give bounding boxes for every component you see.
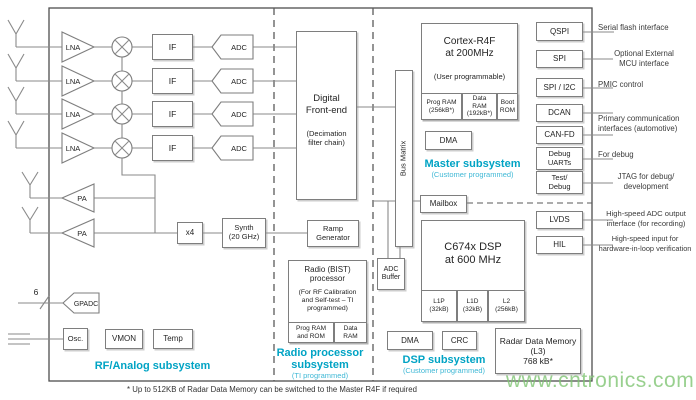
qspi-block: QSPI <box>536 22 583 41</box>
svg-text:PA: PA <box>77 229 87 238</box>
can-shared-desc: Primary communication interfaces (automotive) <box>598 114 680 134</box>
dsp-title: C674x DSP at 600 MHz <box>444 241 502 266</box>
cortex-title: Cortex-R4F at 200MHz <box>443 36 496 59</box>
dsp-crc-block: CRC <box>442 331 477 350</box>
radio-data-ram-block: Data RAM <box>334 322 367 343</box>
radio-subsystem-label: Radio processor subsystem <box>276 347 364 372</box>
master-subsystem-label: Master subsystem <box>424 158 521 170</box>
synth-block: Synth (20 GHz) <box>222 218 266 248</box>
temp-block: Temp <box>153 329 193 349</box>
svg-text:ADC: ADC <box>231 43 247 52</box>
master-dma-block: DMA <box>425 131 472 150</box>
watermark: www.cntronics.com <box>506 369 695 392</box>
dsp-l1d-block: L1D (32kB) <box>457 290 488 322</box>
lna-amplifier-icon <box>62 32 94 163</box>
master-subsystem-note: (Customer programmed) <box>431 170 514 179</box>
test-debug-block: Test/ Debug <box>536 171 583 194</box>
radio-bist-note: (For RF Calibration and Self-test – TI programmed) <box>298 288 357 312</box>
svg-text:ADC: ADC <box>231 110 247 119</box>
if-block: IF <box>152 101 193 127</box>
hil-block: HIL <box>536 236 583 254</box>
osc-block: Osc. <box>63 328 88 350</box>
master-data-ram-block: Data RAM (192kB*) <box>462 93 497 120</box>
can-fd-block: CAN-FD <box>536 126 583 144</box>
debug-uarts-block: Debug UARTs <box>536 147 583 170</box>
radio-bist-title: Radio (BIST) processor <box>304 265 351 284</box>
radio-prog-ram-block: Prog RAM and ROM <box>288 322 334 343</box>
dsp-subsystem-label: DSP subsystem <box>402 354 486 366</box>
master-prog-ram-block: Prog RAM (256kB*) <box>421 93 462 120</box>
if-block: IF <box>152 135 193 161</box>
svg-text:LNA: LNA <box>65 43 81 52</box>
rx-chain-wires <box>94 47 296 148</box>
bus-width-label: 6 <box>33 287 39 297</box>
if-block: IF <box>152 68 193 94</box>
lvds-block: LVDS <box>536 211 583 229</box>
test-debug-desc: JTAG for debug/ development <box>617 172 675 192</box>
master-boot-rom-block: Boot ROM <box>497 93 518 120</box>
dfe-subtitle: (Decimation filter chain) <box>306 128 347 147</box>
svg-text:ADC: ADC <box>231 144 247 153</box>
dsp-l1p-block: L1P (32kB) <box>421 290 457 322</box>
dsp-dma-block: DMA <box>387 331 433 350</box>
if-block: IF <box>152 34 193 60</box>
svg-text:ADC: ADC <box>231 77 247 86</box>
gpadc-icon <box>63 293 99 313</box>
dcan-block: DCAN <box>536 104 583 122</box>
digital-front-end-block <box>296 31 357 200</box>
adc-icon <box>212 35 253 160</box>
debug-uarts-desc: For debug <box>598 150 634 159</box>
svg-text:PA: PA <box>77 194 87 203</box>
spi-i2c-desc: PMIC control <box>598 80 644 89</box>
radar-data-memory-block: Radar Data Memory (L3) 768 kB* <box>495 328 581 374</box>
spi-i2c-block: SPI / I2C <box>536 78 583 97</box>
svg-text:GPADC: GPADC <box>73 301 99 308</box>
svg-text:LNA: LNA <box>65 77 81 86</box>
vmon-block: VMON <box>105 329 143 349</box>
spi-desc: Optional External MCU interface <box>614 49 674 69</box>
rf-analog-subsystem-label: RF/Analog subsystem <box>94 360 211 372</box>
spi-block: SPI <box>536 50 583 68</box>
adc-buffer-block: ADC Buffer <box>377 258 405 290</box>
dsp-subsystem-note: (Customer programmed) <box>402 366 486 375</box>
pa-amplifier-icon <box>62 184 94 247</box>
tx-antenna-icon <box>22 172 62 233</box>
svg-text:LNA: LNA <box>65 110 81 119</box>
crystal-icon <box>8 334 63 344</box>
svg-text:LNA: LNA <box>65 144 81 153</box>
ramp-generator-block: Ramp Generator <box>307 220 359 247</box>
cortex-note: (User programmable) <box>433 71 506 81</box>
mailbox-block: Mailbox <box>420 195 467 213</box>
x4-multiplier-block: x4 <box>177 222 203 244</box>
rx-antenna-icon <box>8 20 62 148</box>
lvds-desc: High-speed ADC output interface (for recording) <box>606 209 686 228</box>
radio-subsystem-note: (TI programmed) <box>291 371 349 380</box>
dfe-title: Digital Front-end <box>305 93 348 116</box>
qspi-desc: Serial flash interface <box>598 23 669 32</box>
footnote: * Up to 512KB of Radar Data Memory can be switched to the Master R4F if required <box>127 385 417 394</box>
hil-desc: High-speed input for hardware-in-loop verification <box>598 234 692 253</box>
bus-matrix-label: Bus Matrix <box>398 140 408 177</box>
dsp-l2-block: L2 (256kB) <box>488 290 525 322</box>
